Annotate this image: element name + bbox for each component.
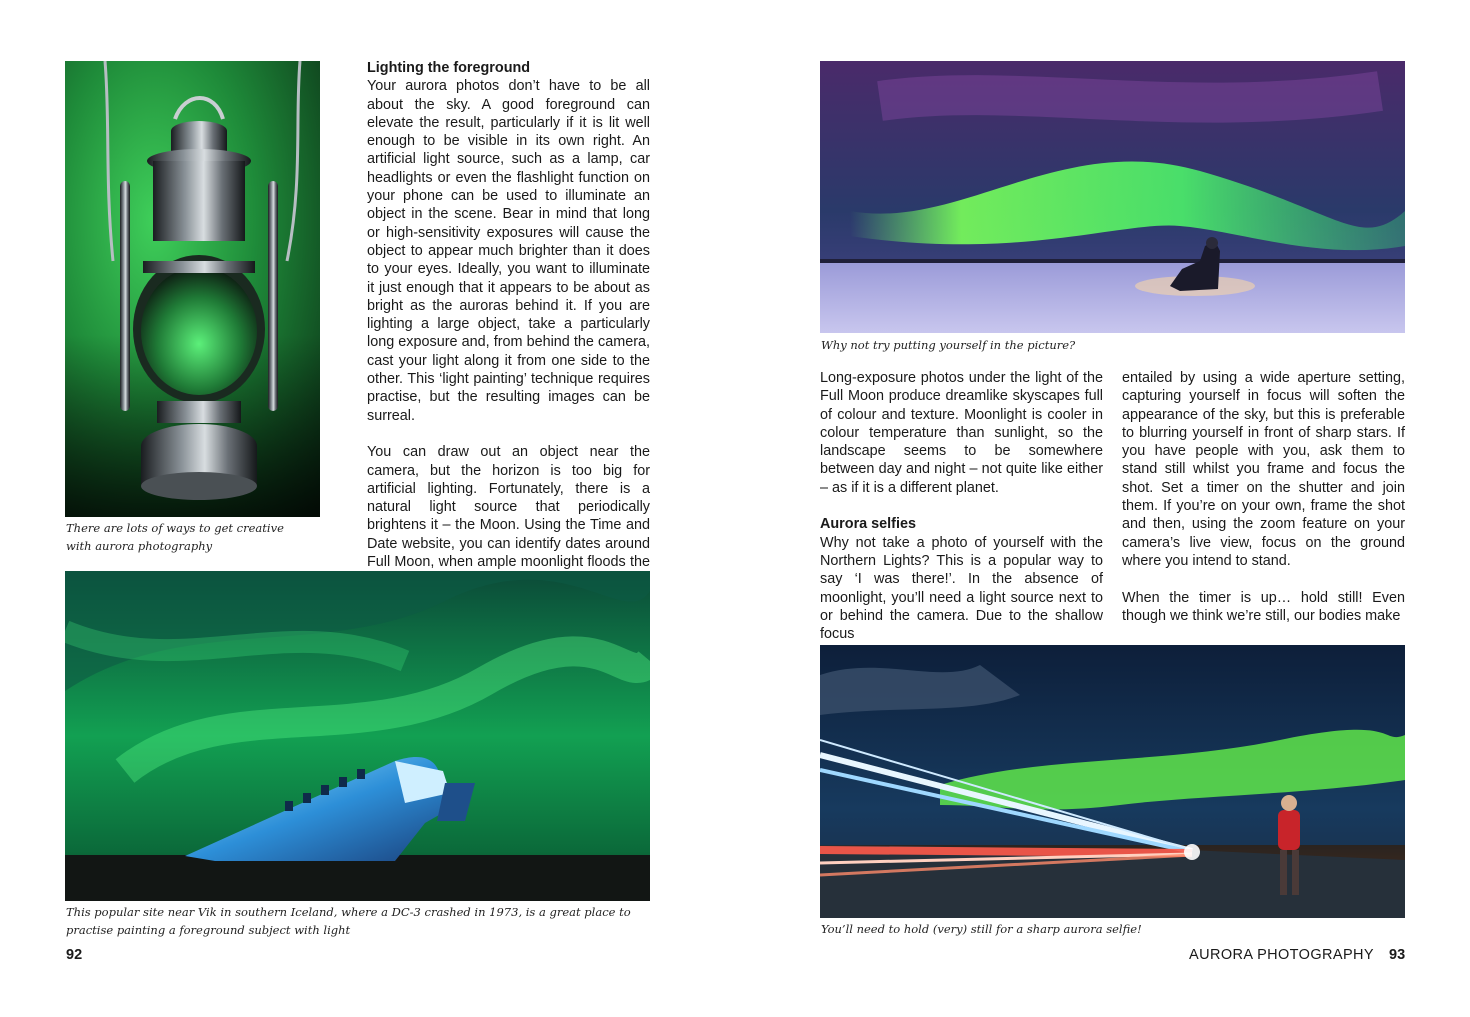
road-caption: You’ll need to hold (very) still for a sharp aurora selfie! bbox=[821, 922, 1142, 936]
selfie-heading: Aurora selfies bbox=[820, 516, 916, 533]
sitting-caption: Why not try putting yourself in the picture? bbox=[821, 338, 1076, 352]
selfie-article-column-1 bbox=[820, 369, 1103, 643]
page-number-right: 93 bbox=[1389, 947, 1406, 963]
page-number-left: 92 bbox=[66, 947, 83, 963]
road-selfie-photo bbox=[820, 645, 1405, 918]
sitting-aurora-photo bbox=[820, 61, 1405, 333]
selfie-article-column-2 bbox=[1122, 369, 1405, 625]
selfie-paragraph-1: Why not take a photo of yourself with the Northern Lights? This is a popular way to say ‘I was there!’. In the absence of moonlight, you’ll need a light source next to or behind the camera. Due to the shallow focus bbox=[820, 534, 1103, 643]
running-head: AURORA PHOTOGRAPHY bbox=[1189, 947, 1374, 963]
lantern-photo bbox=[65, 61, 320, 517]
foreground-heading: Lighting the foreground bbox=[367, 60, 531, 76]
foreground-paragraph-2: You can draw out an object near the camera, but the horizon is too big for artificial lighting. Fortunately, there is a natural light source that periodically brightens it – the Moon. Using the Time and Date website, you can identify dates around Full Moon, when ample moonlight floods the bbox=[367, 444, 650, 571]
plane-caption: This popular site near Vik in southern Iceland, where a DC-3 crashed in 1973, is a great place to practise painting a foreground subject with light bbox=[66, 905, 631, 937]
lantern-caption: There are lots of ways to get creative with aurora photography bbox=[66, 521, 284, 553]
foreground-article bbox=[367, 59, 650, 590]
plane-wreck-photo bbox=[65, 571, 650, 901]
moonlight-paragraph: Long-exposure photos under the light of the Full Moon produce dreamlike skyscapes full of colour and texture. Moonlight is cooler in colour temperature than sunlight, so the landscape seems to be somewhere between day and night – not quite like either – as if it is a different planet. bbox=[820, 370, 1103, 496]
selfie-paragraph-2: entailed by using a wide aperture setting, capturing yourself in focus will soften the appearance of the sky, but this is preferable to blurring yourself in front of sharp stars. If you have people with you, ask them to stand still whilst you frame and focus the shot. Set a timer on the shutter and join them. If you’re on your own, frame the shot and then, using the zoom feature on your camera’s live view, focus on the ground where you intend to stand. bbox=[1122, 370, 1405, 569]
selfie-paragraph-3: When the timer is up… hold still! Even though we think we’re still, our bodies make bbox=[1122, 589, 1405, 624]
foreground-paragraph-1: Your aurora photos don’t have to be all about the sky. A good foreground can elevate the result, particularly if it is lit well enough to be visible in its own right. An artificial light source, such as a lamp, car headlights or even the flashlight function on your phone can be used to illuminate an object in the scene. Bear in mind that long or high-sensitivity exposures will cause the object to appear much brighter than it does to your eyes. Ideally, you want to illuminate it just enough that it appears to be about as bright as the auroras behind it. If you are lighting a large object, take a particularly long exposure and, from behind the camera, cast your light along it from one side to the other. This ‘light painting’ technique requires practise, but the resulting images can be surreal. bbox=[367, 78, 650, 424]
